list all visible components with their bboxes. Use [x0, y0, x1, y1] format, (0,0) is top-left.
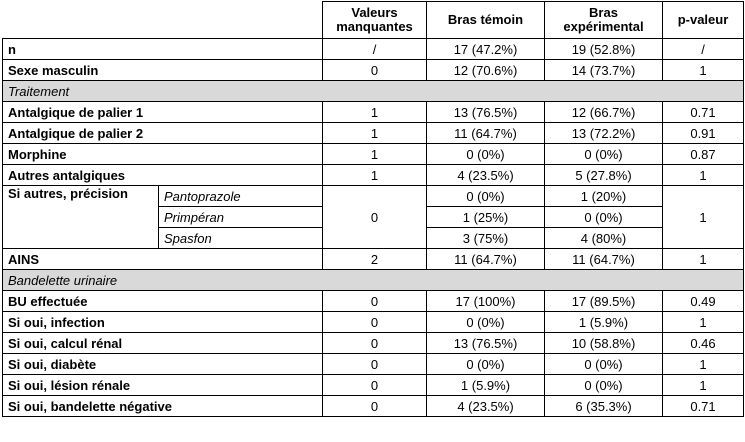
table-row — [3, 186, 744, 207]
cell-experimental: 0 (0%) — [545, 375, 663, 396]
results-table — [2, 1, 744, 417]
cell-experimental: 0 (0%) — [545, 207, 663, 228]
row-label: Si oui, calcul rénal — [3, 333, 323, 354]
cell-missing: 0 — [323, 333, 427, 354]
cell-experimental: 5 (27.8%) — [545, 165, 663, 186]
cell-missing: 0 — [323, 396, 427, 417]
row-label: Si oui, lésion rénale — [3, 375, 323, 396]
cell-control: 0 (0%) — [427, 144, 545, 165]
row-label: Sexe masculin — [3, 60, 323, 81]
cell-control: 1 (5.9%) — [427, 375, 545, 396]
cell-control: 11 (64.7%) — [427, 249, 545, 270]
cell-pvalue: 1 — [663, 354, 744, 375]
cell-experimental: 0 (0%) — [545, 354, 663, 375]
cell-missing: 0 — [323, 291, 427, 312]
cell-control: 0 (0%) — [427, 312, 545, 333]
cell-control: 17 (100%) — [427, 291, 545, 312]
row-label: Morphine — [3, 144, 323, 165]
cell-experimental: 0 (0%) — [545, 144, 663, 165]
cell-control: 0 (0%) — [427, 354, 545, 375]
section-row — [3, 270, 744, 291]
cell-experimental: 13 (72.2%) — [545, 123, 663, 144]
table-row — [3, 333, 744, 354]
cell-control: 13 (76.5%) — [427, 333, 545, 354]
row-label: Autres antalgiques — [3, 165, 323, 186]
cell-missing: / — [323, 39, 427, 60]
cell-missing: 0 — [323, 60, 427, 81]
cell-pvalue: 1 — [663, 60, 744, 81]
row-label: Si oui, bandelette négative — [3, 396, 323, 417]
cell-pvalue: 1 — [663, 375, 744, 396]
table-row — [3, 39, 744, 60]
table-row — [3, 375, 744, 396]
cell-pvalue: 0.87 — [663, 144, 744, 165]
table-row — [3, 396, 744, 417]
table-row — [3, 102, 744, 123]
cell-pvalue: 1 — [663, 186, 744, 249]
cell-experimental: 19 (52.8%) — [545, 39, 663, 60]
header-experimental: Bras expérimental — [545, 2, 663, 39]
cell-missing: 1 — [323, 144, 427, 165]
cell-experimental: 4 (80%) — [545, 228, 663, 249]
cell-experimental: 12 (66.7%) — [545, 102, 663, 123]
sub-item-label: Primpéran — [159, 207, 323, 228]
row-label: Si oui, diabète — [3, 354, 323, 375]
cell-missing: 1 — [323, 165, 427, 186]
row-label: Antalgique de palier 1 — [3, 102, 323, 123]
cell-missing: 0 — [323, 186, 427, 249]
section-title: Bandelette urinaire — [3, 270, 744, 291]
cell-control: 4 (23.5%) — [427, 165, 545, 186]
cell-missing: 1 — [323, 123, 427, 144]
cell-missing: 0 — [323, 312, 427, 333]
sub-item-label: Pantoprazole — [159, 186, 323, 207]
cell-pvalue: 0.46 — [663, 333, 744, 354]
cell-missing: 2 — [323, 249, 427, 270]
cell-control: 12 (70.6%) — [427, 60, 545, 81]
table-row — [3, 144, 744, 165]
table-row — [3, 354, 744, 375]
cell-experimental: 11 (64.7%) — [545, 249, 663, 270]
cell-experimental: 6 (35.3%) — [545, 396, 663, 417]
header-pvalue: p-valeur — [663, 2, 744, 39]
cell-experimental: 1 (5.9%) — [545, 312, 663, 333]
header-missing: Valeurs manquantes — [323, 2, 427, 39]
cell-pvalue: 1 — [663, 312, 744, 333]
cell-experimental: 14 (73.7%) — [545, 60, 663, 81]
cell-control: 4 (23.5%) — [427, 396, 545, 417]
cell-pvalue: 0.91 — [663, 123, 744, 144]
table-row — [3, 165, 744, 186]
row-label: n — [3, 39, 323, 60]
cell-pvalue: 1 — [663, 249, 744, 270]
cell-control: 1 (25%) — [427, 207, 545, 228]
cell-pvalue: 1 — [663, 165, 744, 186]
row-label: Si autres, précision — [3, 186, 159, 249]
row-label: AINS — [3, 249, 323, 270]
table-row — [3, 60, 744, 81]
table-row — [3, 291, 744, 312]
table-row — [3, 249, 744, 270]
row-label: BU effectuée — [3, 291, 323, 312]
cell-pvalue: 0.71 — [663, 102, 744, 123]
cell-pvalue: 0.49 — [663, 291, 744, 312]
cell-control: 11 (64.7%) — [427, 123, 545, 144]
cell-missing: 0 — [323, 375, 427, 396]
cell-pvalue: / — [663, 39, 744, 60]
cell-pvalue: 0.71 — [663, 396, 744, 417]
cell-experimental: 17 (89.5%) — [545, 291, 663, 312]
cell-experimental: 1 (20%) — [545, 186, 663, 207]
table-row — [3, 123, 744, 144]
row-label: Antalgique de palier 2 — [3, 123, 323, 144]
row-label: Si oui, infection — [3, 312, 323, 333]
section-title: Traitement — [3, 81, 744, 102]
cell-control: 13 (76.5%) — [427, 102, 545, 123]
table-row — [3, 312, 744, 333]
header-control: Bras témoin — [427, 2, 545, 39]
sub-item-label: Spasfon — [159, 228, 323, 249]
cell-missing: 1 — [323, 102, 427, 123]
header-row — [3, 2, 744, 39]
cell-missing: 0 — [323, 354, 427, 375]
cell-control: 0 (0%) — [427, 186, 545, 207]
cell-control: 3 (75%) — [427, 228, 545, 249]
cell-experimental: 10 (58.8%) — [545, 333, 663, 354]
cell-control: 17 (47.2%) — [427, 39, 545, 60]
header-empty-cell — [3, 2, 323, 39]
section-row — [3, 81, 744, 102]
